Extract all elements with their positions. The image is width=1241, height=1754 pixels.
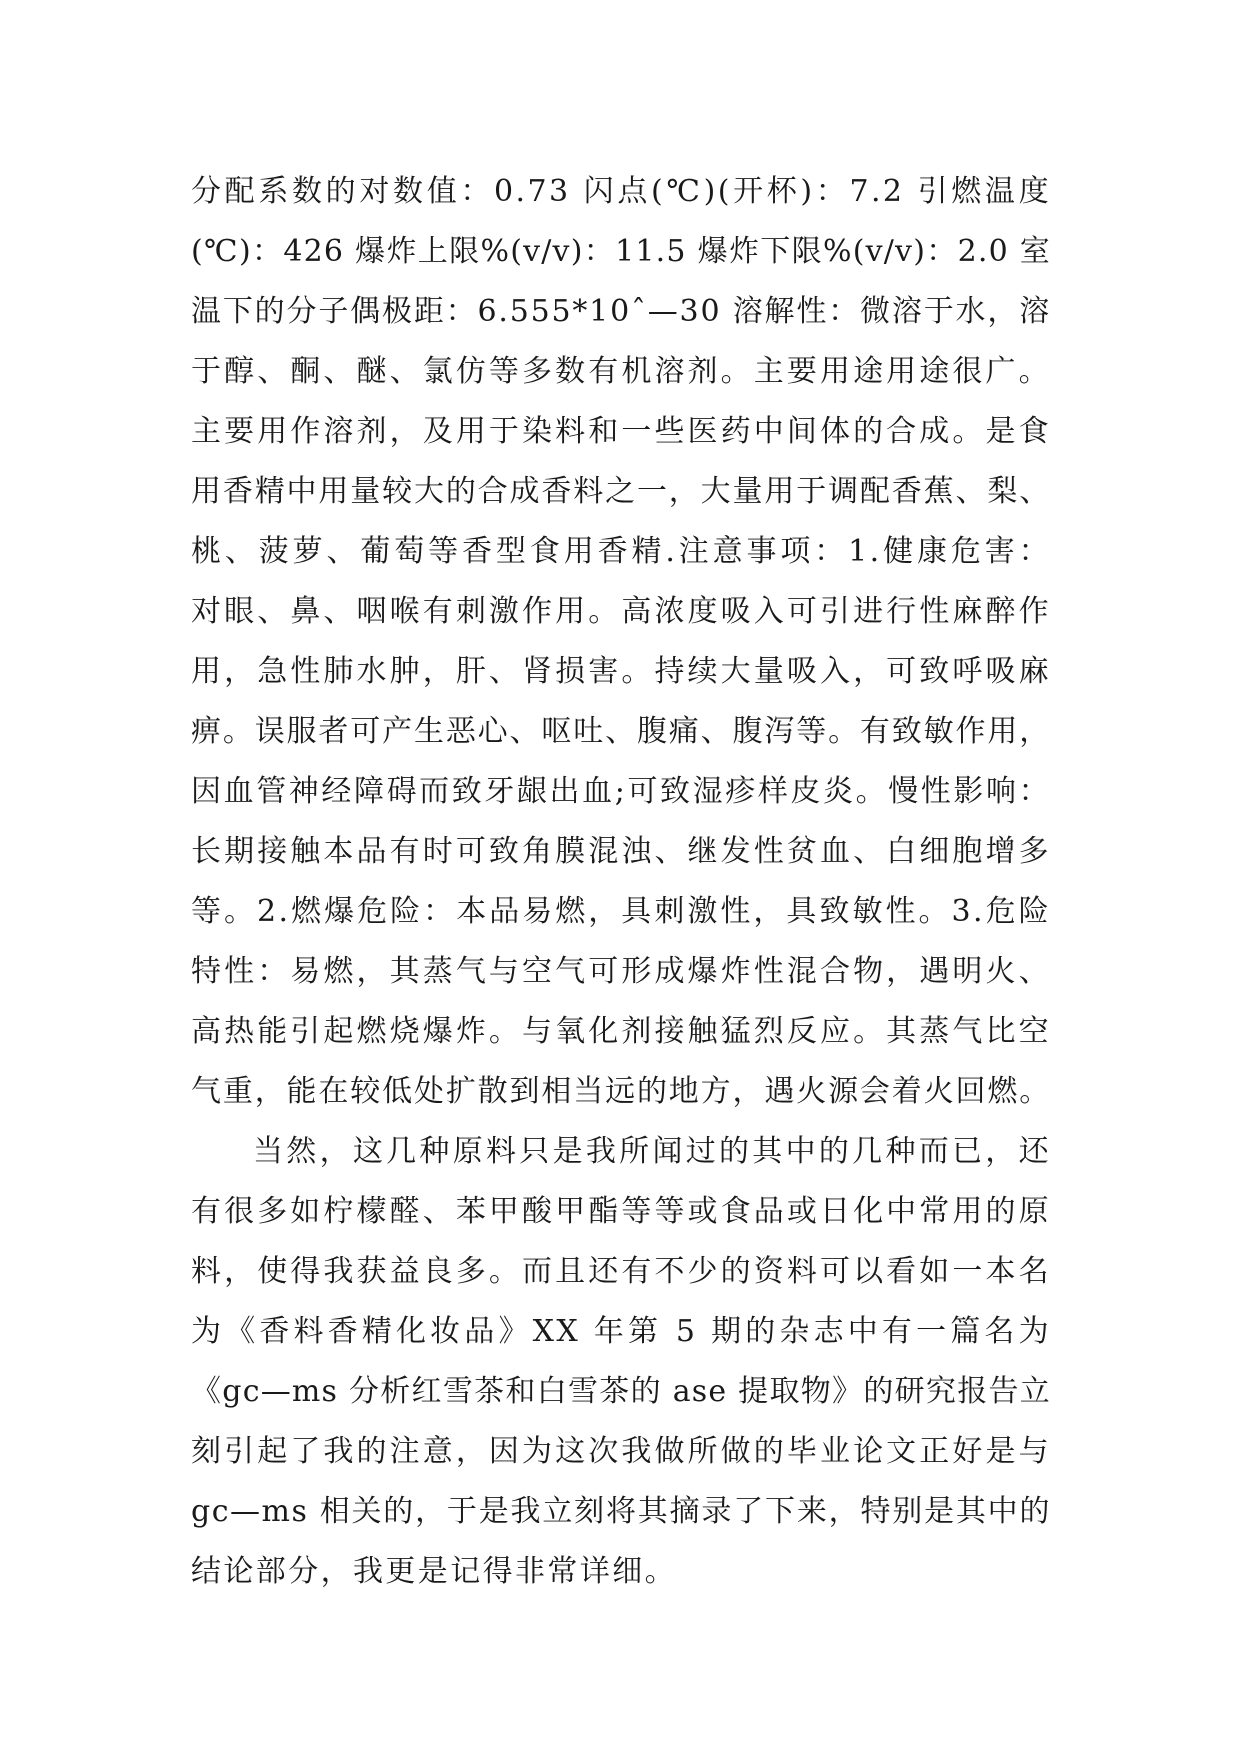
- text-line: 温下的分子偶极距：6.555*10ˆ—30 溶解性：微溶于水，溶: [191, 294, 1051, 329]
- text-line: 桃、菠萝、葡萄等香型食用香精.注意事项：1.健康危害：: [191, 534, 1051, 569]
- paragraph-last-line: 结论部分，我更是记得非常详细。: [191, 1554, 677, 1589]
- text-line: 主要用作溶剂，及用于染料和一些医药中间体的合成。是食: [191, 414, 1051, 449]
- text-line: 气重，能在较低处扩散到相当远的地方，遇火源会着火回燃。: [191, 1074, 1051, 1109]
- text-line: gc—ms 相关的，于是我立刻将其摘录了下来，特别是其中的: [191, 1494, 1051, 1529]
- text-line: 长期接触本品有时可致角膜混浊、继发性贫血、白细胞增多: [191, 834, 1051, 869]
- text-line: 因血管神经障碍而致牙龈出血;可致湿疹样皮炎。慢性影响：: [191, 774, 1051, 809]
- text-line: (℃)：426 爆炸上限%(v/v)：11.5 爆炸下限%(v/v)：2.0 室: [191, 234, 1051, 269]
- text-line: 料，使得我获益良多。而且还有不少的资料可以看如一本名: [191, 1254, 1051, 1289]
- text-line: 《gc—ms 分析红雪茶和白雪茶的 ase 提取物》的研究报告立: [191, 1374, 1051, 1409]
- document-body: [191, 162, 1051, 1602]
- text-line: 对眼、鼻、咽喉有刺激作用。高浓度吸入可引进行性麻醉作: [191, 594, 1051, 629]
- text-line: 于醇、酮、醚、氯仿等多数有机溶剂。主要用途用途很广。: [191, 354, 1051, 389]
- text-line: 有很多如柠檬醛、苯甲酸甲酯等等或食品或日化中常用的原: [191, 1194, 1051, 1229]
- text-line: 等。2.燃爆危险：本品易燃，具刺激性，具致敏性。3.危险: [191, 894, 1051, 929]
- text-line: 为《香料香精化妆品》XX 年第 5 期的杂志中有一篇名为: [191, 1314, 1051, 1349]
- text-line: 用香精中用量较大的合成香料之一，大量用于调配香蕉、梨、: [191, 474, 1051, 509]
- text-line: 高热能引起燃烧爆炸。与氧化剂接触猛烈反应。其蒸气比空: [191, 1014, 1051, 1049]
- text-line: 特性：易燃，其蒸气与空气可形成爆炸性混合物，遇明火、: [191, 954, 1051, 989]
- text-line: 分配系数的对数值：0.73 闪点(℃)(开杯)：7.2 引燃温度: [191, 174, 1051, 209]
- text-line: 用，急性肺水肿，肝、肾损害。持续大量吸入，可致呼吸麻: [191, 654, 1051, 689]
- text-line: 刻引起了我的注意，因为这次我做所做的毕业论文正好是与: [191, 1434, 1051, 1469]
- paragraph-first-line: 当然，这几种原料只是我所闻过的其中的几种而已，还: [253, 1134, 1051, 1169]
- text-line: 痹。误服者可产生恶心、呕吐、腹痛、腹泻等。有致敏作用，: [191, 714, 1051, 749]
